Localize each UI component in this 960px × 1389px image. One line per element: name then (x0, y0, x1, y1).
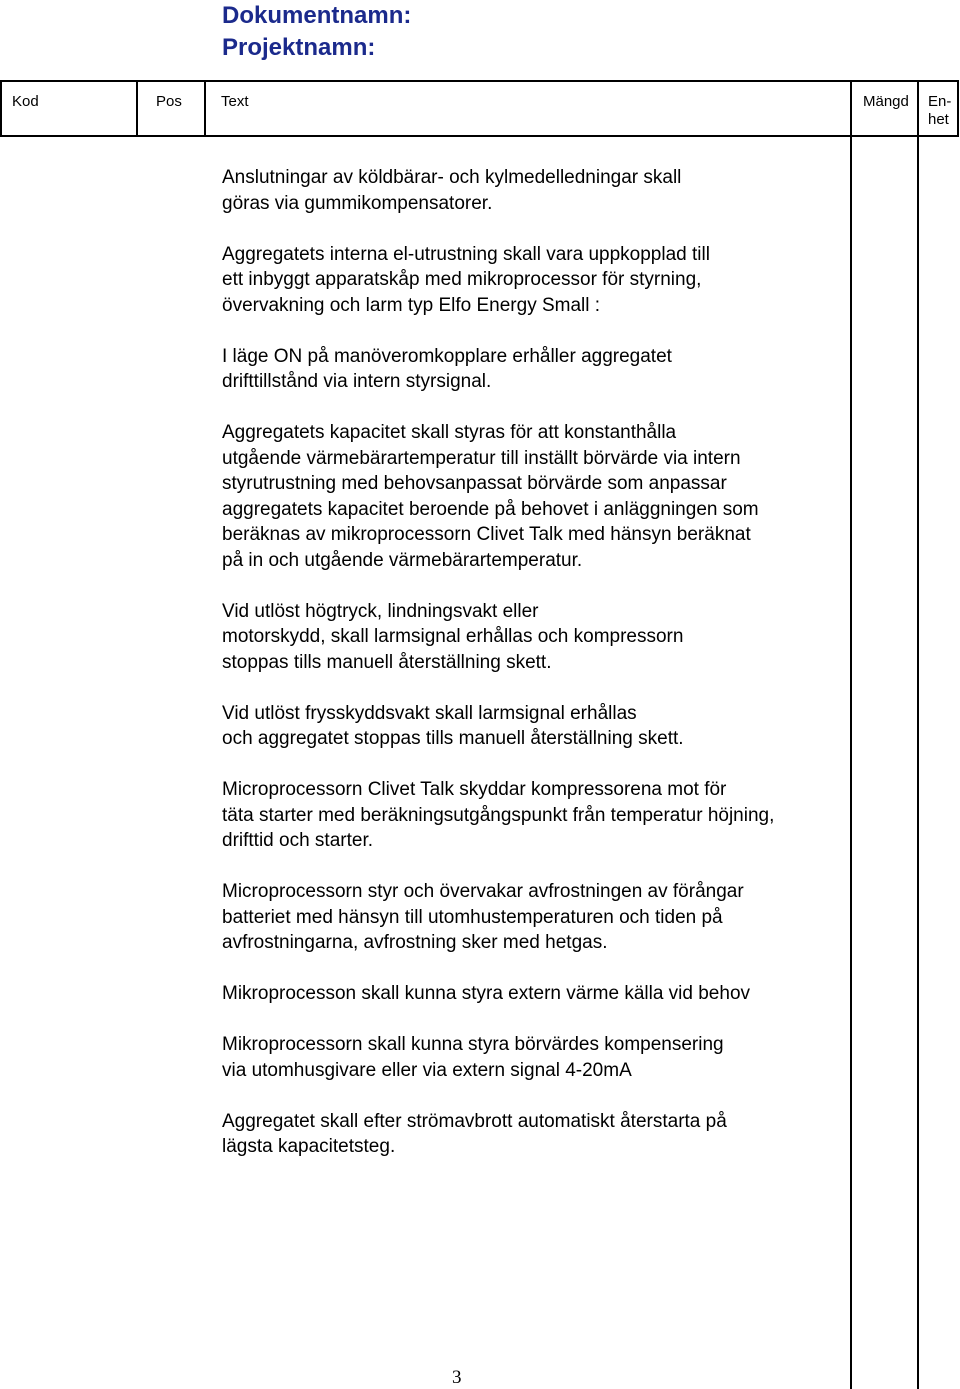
paragraph: Vid utlöst frysskyddsvakt skall larmsignal erhållas och aggregatet stoppas tills manuell återställning skett. (222, 702, 684, 749)
page-number: 3 (452, 1367, 462, 1388)
paragraph: I läge ON på manöveromkopplare erhåller aggregatet drifttillstånd via intern styrsignal. (222, 345, 672, 392)
column-divider (204, 80, 206, 137)
paragraph: Aggregatets interna el-utrustning skall vara uppkopplad till ett inbyggt apparatskåp med mikroprocessor för styrning, övervakning och larm typ Elfo Energy Small : (222, 243, 710, 316)
paragraph: Microprocessorn Clivet Talk skyddar kompressorena mot för täta starter med beräkningsutgångspunkt från temperatur höjning, drifttid och starter. (222, 779, 775, 851)
table-header (0, 80, 959, 137)
column-header-kod: Kod (12, 93, 39, 110)
document-name-label: Dokumentnamn: (222, 2, 412, 29)
paragraph: Mikroprocessorn skall kunna styra börvärdes kompensering via utomhusgivare eller via extern signal 4-20mA (222, 1034, 724, 1081)
paragraph: Anslutningar av köldbärar- och kylmedelledningar skall göras via gummikompensatorer. (222, 167, 682, 214)
column-divider (917, 80, 919, 1389)
paragraph: Mikroprocesson skall kunna styra extern värme källa vid behov (222, 983, 751, 1004)
column-header-enhet: En- het (928, 93, 952, 128)
paragraph: Microprocessorn styr och övervakar avfrostningen av förångar batteriet med hänsyn till utomhustemperaturen och tiden på avfrostningarna, avfrostning sker med hetgas. (222, 881, 744, 953)
document-header (222, 0, 411, 64)
column-header-text: Text (221, 93, 249, 110)
paragraph: Aggregatet skall efter strömavbrott automatiskt återstarta på lägsta kapacitetsteg. (222, 1110, 727, 1157)
paragraph: Aggregatets kapacitet skall styras för att konstanthålla utgående värmebärartemperatur till inställt börvärde via intern styrutrustning med behovsanpassat börvärde som anpassar aggregatets kapacitet beroende på behovet i anläggningen som beräknas av mikroprocessorn Clivet Talk med hänsyn beräknat på in och utgående värmebärartemperatur. (222, 422, 759, 571)
specification-text (222, 165, 882, 1185)
column-header-pos: Pos (156, 93, 182, 110)
column-divider (0, 80, 2, 137)
project-name-label: Projektnamn: (222, 34, 376, 61)
paragraph: Vid utlöst högtryck, lindningsvakt eller motorskydd, skall larmsignal erhållas och kompressorn stoppas tills manuell återställning skett. (222, 600, 684, 673)
column-divider (136, 80, 138, 137)
column-header-mangd: Mängd (863, 93, 909, 110)
column-divider (957, 80, 959, 137)
